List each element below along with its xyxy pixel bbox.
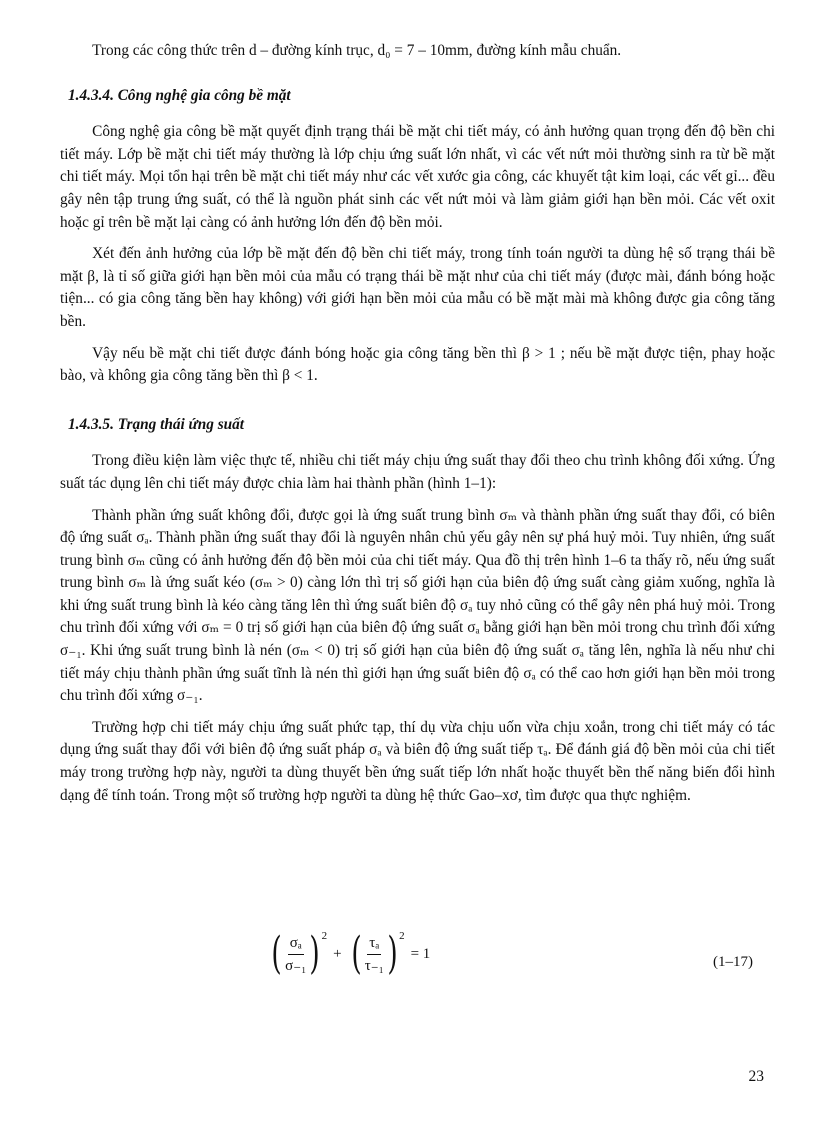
section-heading-1434: 1.4.3.4. Công nghệ gia công bề mặt xyxy=(68,86,291,104)
paragraph: Vậy nếu bề mặt chi tiết được đánh bóng hoặc gia công tăng bền thì β > 1 ; nếu bề mặt được tiện, phay hoặc bào, và không gia công tăng bền thì β < 1. xyxy=(60,344,775,385)
paragraph: Xét đến ảnh hưởng của lớp bề mặt đến độ bền chi tiết máy, trong tính toán người ta dùng hệ số trạng thái bề mặt β, là tỉ số giữa giới hạn bền mỏi của mẫu có trạng thái bề mặt như của chi tiết máy (được mài, đánh bóng hoặc tiện... có gia công tăng bền hay không) với giới hạn bền mỏi của mẫu có bề mặt mài mà không được gia công tăng bền. xyxy=(60,245,775,330)
paragraph: Công nghệ gia công bề mặt quyết định trạng thái bề mặt chi tiết máy, có ảnh hưởng quan trọng đến độ bền chi tiết máy. Lớp bề mặt chi tiết máy thường là lớp chịu ứng suất lớn nhất, vì các vết nứt mỏi thường sinh ra từ bề mặt chi tiết máy. Mọi tổn hại trên bề mặt chi tiết máy như các vết xước gia công, các khuyết tật kim loại, các vết gỉ... đều gây nên tập trung ứng suất, có thể là nguồn phát sinh các vết nứt mỏi và làm giảm giới hạn bền mỏi. Các vết oxit hoặc gỉ trên bề mặt lại càng có ảnh hưởng lớn đến độ bền mỏi. xyxy=(60,123,775,231)
fraction-tau xyxy=(365,933,384,976)
paragraph: Thành phần ứng suất không đổi, được gọi là ứng suất trung bình σₘ và thành phần ứng suất thay đổi, có biên độ ứng suất σₐ. Thành phần ứng suất thay đổi là nguyên nhân chủ yếu gây nên sự phá huỷ mỏi. Tuy nhiên, ứng suất trung bình σₘ cũng có ảnh hưởng đến độ bền mỏi của chi tiết máy. Qua đồ thị trên hình 1–6 ta thấy rõ, nếu ứng suất trung bình σₘ là ứng suất kéo (σₘ > 0) càng lớn thì trị số giới hạn của biên độ ứng suất càng giảm xuống, nghĩa là khi ứng suất trung bình là kéo càng tăng lên thì ứng suất biên độ σₐ tuy nhỏ cũng có thể gây nên phá huỷ mỏi. Trong chu trình đối xứng với σₘ = 0 trị số giới hạn của biên độ ứng suất σₐ bằng giới hạn bền mỏi trong chu trình đối xứng σ₋₁. Khi ứng suất trung bình là nén (σₘ < 0) trị số giới hạn của biên độ ứng suất σₐ tăng lên, nghĩa là nếu như chi tiết máy chịu thành phần ứng suất tĩnh là nén thì giới hạn ứng suất biên độ σₐ có thể cao hơn giới hạn bền mỏi trong chu trình đối xứng σ₋₁. xyxy=(60,506,775,705)
equation-number: (1–17) xyxy=(713,954,753,970)
equals-one: = 1 xyxy=(410,945,431,962)
left-paren: ( xyxy=(350,928,362,979)
equation-1-17 xyxy=(60,928,775,1000)
right-paren: ) xyxy=(309,928,321,979)
left-paren: ( xyxy=(271,928,282,979)
denominator: σ₋₁ xyxy=(285,957,307,974)
paragraph: Trong điều kiện làm việc thực tế, nhiều chi tiết máy chịu ứng suất thay đổi theo chu trình không đối xứng. Ứng suất tác dụng lên chi tiết máy được chia làm hai thành phần (hình 1–1): xyxy=(60,452,775,492)
plus-sign: + xyxy=(333,945,342,962)
paragraph: Trường hợp chi tiết máy chịu ứng suất phức tạp, thí dụ vừa chịu uốn vừa chịu xoắn, trong chi tiết máy có tác dụng ứng suất thay đổi với biên độ ứng suất pháp σₐ và biên độ ứng suất tiếp τₐ. Để đánh giá độ bền mỏi của chi tiết máy trong trường hợp này, người ta dùng thuyết bền ứng suất tiếp lớn nhất hoặc thuyết bền thế năng biến đổi hình dạng để tính toán. Trong một số trường hợp người ta dùng hệ thức Gao–xơ, tìm được qua thực nghiệm. xyxy=(60,718,775,804)
intro-line: Trong các công thức trên d – đường kính trục, d₀ = 7 – 10mm, đường kính mẫu chuẩn. xyxy=(92,42,622,59)
fraction-sigma xyxy=(285,933,306,976)
exponent: 2 xyxy=(399,930,405,942)
numerator: τₐ xyxy=(367,933,381,955)
gauss-formula xyxy=(268,928,436,979)
section-heading-1435: 1.4.3.5. Trạng thái ứng suất xyxy=(68,415,245,433)
denominator: τ₋₁ xyxy=(364,957,384,974)
page-number: 23 xyxy=(748,1068,764,1085)
numerator: σₐ xyxy=(288,933,304,955)
document-page xyxy=(60,40,775,807)
right-paren: ) xyxy=(387,928,398,979)
exponent: 2 xyxy=(321,930,328,942)
